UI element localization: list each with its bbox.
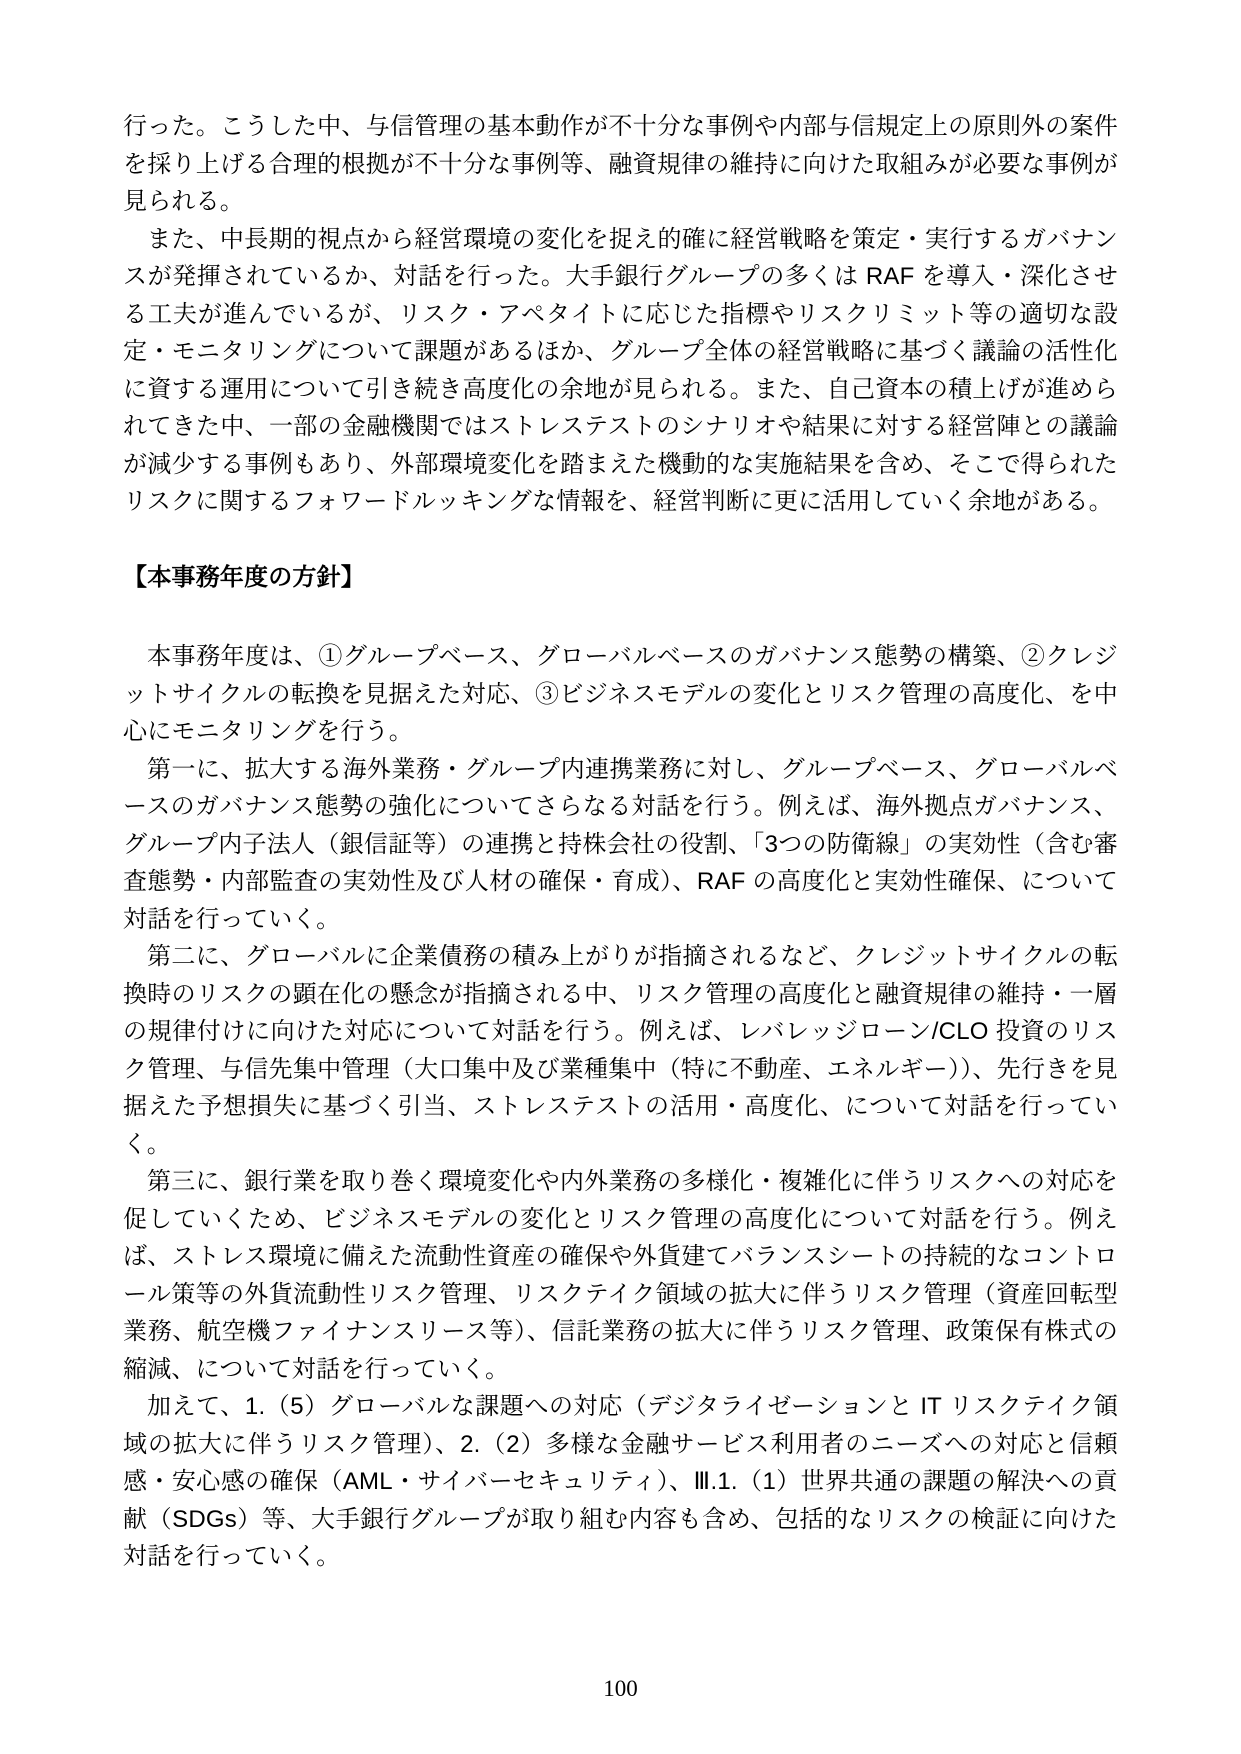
policy-paragraph: 第一に、拡大する海外業務・グループ内連携業務に対し、グループベース、グローバルベースのガバナンス態勢の強化についてさらなる対話を行う。例えば、海外拠点ガバナンス、グループ内子法人（銀信証等）の連携と持株会社の役割、「3つの防衛線」の実効性（含む審査態勢・内部監査の実効性及び人材の確保・育成）、RAF の高度化と実効性確保、について対話を行っていく。: [123, 755, 1118, 933]
page-number: 100: [603, 1676, 638, 1701]
continuation-paragraph: 行った。こうした中、与信管理の基本動作が不十分な事例や内部与信規定上の原則外の案件を採り上げる合理的根拠が不十分な事例等、融資規律の維持に向けた取組みが必要な事例が見られる。: [123, 113, 1118, 215]
section-heading: 【本事務年度の方針】: [123, 563, 365, 591]
policy-paragraph: 第三に、銀行業を取り巻く環境変化や内外業務の多様化・複雑化に伴うリスクへの対応を促していくため、ビジネスモデルの変化とリスク管理の高度化について対話を行う。例えば、ストレス環境に備えた流動性資産の確保や外貨建てバランスシートの持続的なコントロール策等の外貨流動性リスク管理、リスクテイク領域の拡大に伴うリスク管理（資産回転型業務、航空機ファイナンスリース等）、信託業務の拡大に伴うリスク管理、政策保有株式の縮減、について対話を行っていく。: [123, 1168, 1118, 1383]
body-paragraph: また、中長期的視点から経営環境の変化を捉え的確に経営戦略を策定・実行するガバナンスが発揮されているか、対話を行った。大手銀行グループの多くは RAF を導入・深化させる工夫が進んでいるが、リスク・アペタイトに応じた指標やリスクリミット等の適切な設定・モニタリングについて課題があるほか、グループ全体の経営戦略に基づく議論の活性化に資する運用について引き続き高度化の余地が見られる。また、自己資本の積上げが進められてきた中、一部の金融機関ではストレステストのシナリオや結果に対する経営陣との議論が減少する事例もあり、外部環境変化を踏まえた機動的な実施結果を含め、そこで得られたリスクに関するフォワードルッキングな情報を、経営判断に更に活用していく余地がある。: [123, 225, 1118, 515]
document-body: [123, 108, 1118, 1576]
policy-paragraph: 加えて、1.（5）グローバルな課題への対応（デジタライゼーションと IT リスクテイク領域の拡大に伴うリスク管理）、2.（2）多様な金融サービス利用者のニーズへの対応と信頼感・安心感の確保（AML・サイバーセキュリティ）、Ⅲ.1.（1）世界共通の課題の解決への貢献（SDGs）等、大手銀行グループが取り組む内容も含め、包括的なリスクの検証に向けた対話を行っていく。: [123, 1393, 1118, 1570]
policy-paragraph: 本事務年度は、①グループベース、グローバルベースのガバナンス態勢の構築、②クレジットサイクルの転換を見据えた対応、③ビジネスモデルの変化とリスク管理の高度化、を中心にモニタリングを行う。: [123, 643, 1118, 745]
policy-paragraph: 第二に、グローバルに企業債務の積み上がりが指摘されるなど、クレジットサイクルの転換時のリスクの顕在化の懸念が指摘される中、リスク管理の高度化と融資規律の維持・一層の規律付けに向けた対応について対話を行う。例えば、レバレッジローン/CLO 投資のリスク管理、与信先集中管理（大口集中及び業種集中（特に不動産、エネルギー））、先行きを見据えた予想損失に基づく引当、ストレステストの活用・高度化、について対話を行っていく。: [123, 943, 1118, 1158]
